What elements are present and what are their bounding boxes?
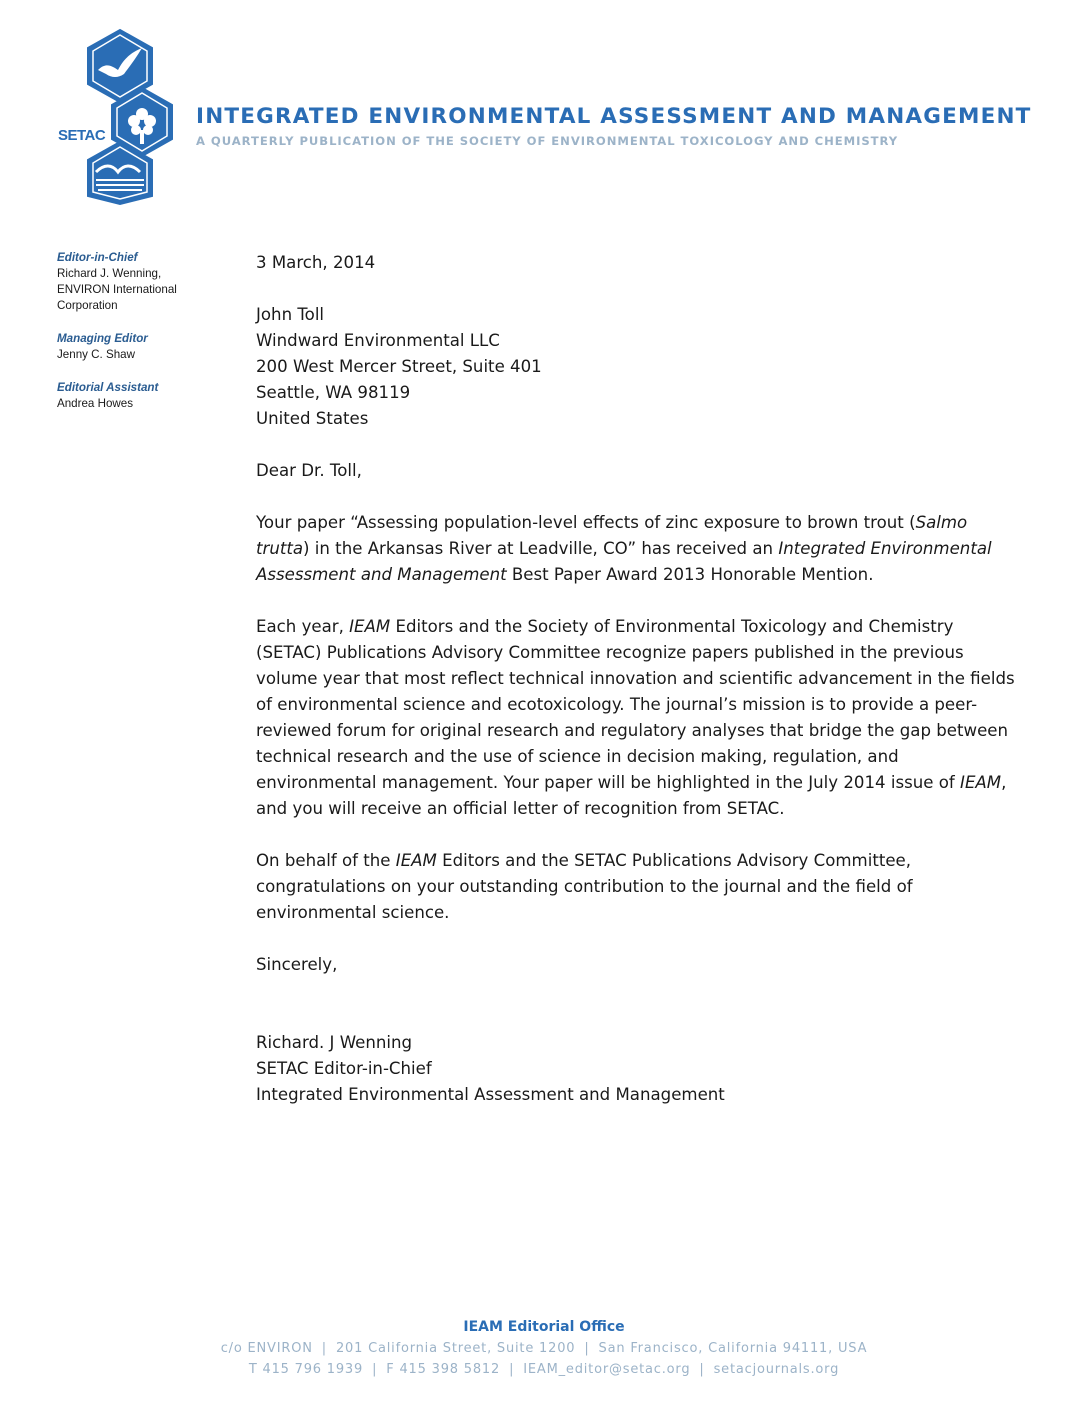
setac-logo-text: SETAC xyxy=(58,127,106,144)
recipient-line: Windward Environmental LLC xyxy=(256,331,500,350)
text-run: Editors and the SETAC Publications Advisory Committee, congratulations on your outstanding contribution to the journal and the field of environmental science. xyxy=(256,851,913,922)
footer-separator: | xyxy=(584,1341,590,1356)
closing: Sincerely, xyxy=(256,955,338,974)
editorial-assistant-name: Andrea Howes xyxy=(57,397,134,410)
journal-title: INTEGRATED ENVIRONMENTAL ASSESSMENT AND MANAGEMENT xyxy=(196,104,1032,129)
footer-title: IEAM Editorial Office xyxy=(463,1319,625,1335)
footer-separator: | xyxy=(509,1362,515,1377)
letter-date: 3 March, 2014 xyxy=(256,253,376,272)
recipient-line: Seattle, WA 98119 xyxy=(256,383,411,402)
footer-phone: T 415 796 1939 xyxy=(248,1362,364,1377)
signature-line: Integrated Environmental Assessment and Management xyxy=(256,1085,725,1104)
signature-block xyxy=(256,1030,1016,1108)
recipient-line: United States xyxy=(256,409,369,428)
editor-in-chief-role: Editor-in-Chief xyxy=(57,251,138,264)
paragraph-award xyxy=(256,510,1016,588)
editor-in-chief-line: Richard J. Wenning, xyxy=(57,267,162,280)
footer-item: c/o ENVIRON xyxy=(220,1341,313,1356)
footer-item: 201 California Street, Suite 1200 xyxy=(335,1341,576,1356)
footer-contact-line xyxy=(0,1359,1088,1380)
footer-separator: | xyxy=(321,1341,327,1356)
paragraph-congratulations xyxy=(256,848,1016,926)
footer xyxy=(0,1316,1088,1380)
text-run: Each year, xyxy=(256,617,350,636)
masthead xyxy=(196,104,1036,148)
footer-item: San Francisco, California 94111, USA xyxy=(598,1341,868,1356)
footer-fax: F 415 398 5812 xyxy=(386,1362,501,1377)
journal-name: Integrated Environmental Assessment and Management xyxy=(256,539,992,584)
recipient-line: 200 West Mercer Street, Suite 401 xyxy=(256,357,542,376)
text-run: Your paper “Assessing population-level effects of zinc exposure to brown trout ( xyxy=(256,513,916,532)
signature-line: Richard. J Wenning xyxy=(256,1033,413,1052)
journal-abbrev: IEAM xyxy=(395,851,437,870)
managing-editor-name: Jenny C. Shaw xyxy=(57,348,135,361)
species-name: Salmo trutta xyxy=(256,513,968,558)
footer-address-line xyxy=(0,1338,1088,1359)
editorial-assistant-block xyxy=(57,380,227,412)
footer-separator: | xyxy=(699,1362,705,1377)
text-run: ) in the Arkansas River at Leadville, CO” has received an xyxy=(303,539,779,558)
footer-email-link[interactable]: IEAM_editor@setac.org xyxy=(523,1362,691,1377)
text-run: On behalf of the xyxy=(256,851,396,870)
editor-in-chief-line: Corporation xyxy=(57,299,118,312)
footer-website-link[interactable]: setacjournals.org xyxy=(713,1362,840,1377)
recipient-address xyxy=(256,302,1016,432)
journal-abbrev: IEAM xyxy=(960,773,1002,792)
text-run: Editors and the Society of Environmental Toxicology and Chemistry (SETAC) Publications Advisory Committee recognize papers published in the previous volume year that most reflect technical innovation and scientific advancement in the fields of environmental science and ecotoxicology. The journal’s mission is to provide a peer-reviewed forum for original research and regulatory analyses that bridge the gap between technical research and the use of science in decision making, regulation, and environmental management. Your paper will be highlighted in the July 2014 issue of xyxy=(256,617,1015,792)
salutation: Dear Dr. Toll, xyxy=(256,461,362,480)
editor-in-chief-line: ENVIRON International xyxy=(57,283,177,296)
journal-abbrev: IEAM xyxy=(349,617,391,636)
signature-line: SETAC Editor-in-Chief xyxy=(256,1059,432,1078)
editorial-assistant-role: Editorial Assistant xyxy=(57,381,159,394)
paragraph-mission xyxy=(256,614,1016,822)
text-run: Best Paper Award 2013 Honorable Mention. xyxy=(506,565,874,584)
setac-logo xyxy=(56,26,184,206)
footer-separator: | xyxy=(372,1362,378,1377)
text-run: , and you will receive an official letter of recognition from SETAC. xyxy=(256,773,1007,818)
letter-body xyxy=(256,250,1016,1108)
journal-subtitle: A QUARTERLY PUBLICATION OF THE SOCIETY OF ENVIRONMENTAL TOXICOLOGY AND CHEMISTRY xyxy=(196,134,899,148)
recipient-line: John Toll xyxy=(256,305,325,324)
managing-editor-role: Managing Editor xyxy=(57,332,148,345)
managing-editor-block xyxy=(57,331,227,363)
editor-in-chief-block xyxy=(57,250,227,314)
editorial-sidebar xyxy=(57,250,227,429)
